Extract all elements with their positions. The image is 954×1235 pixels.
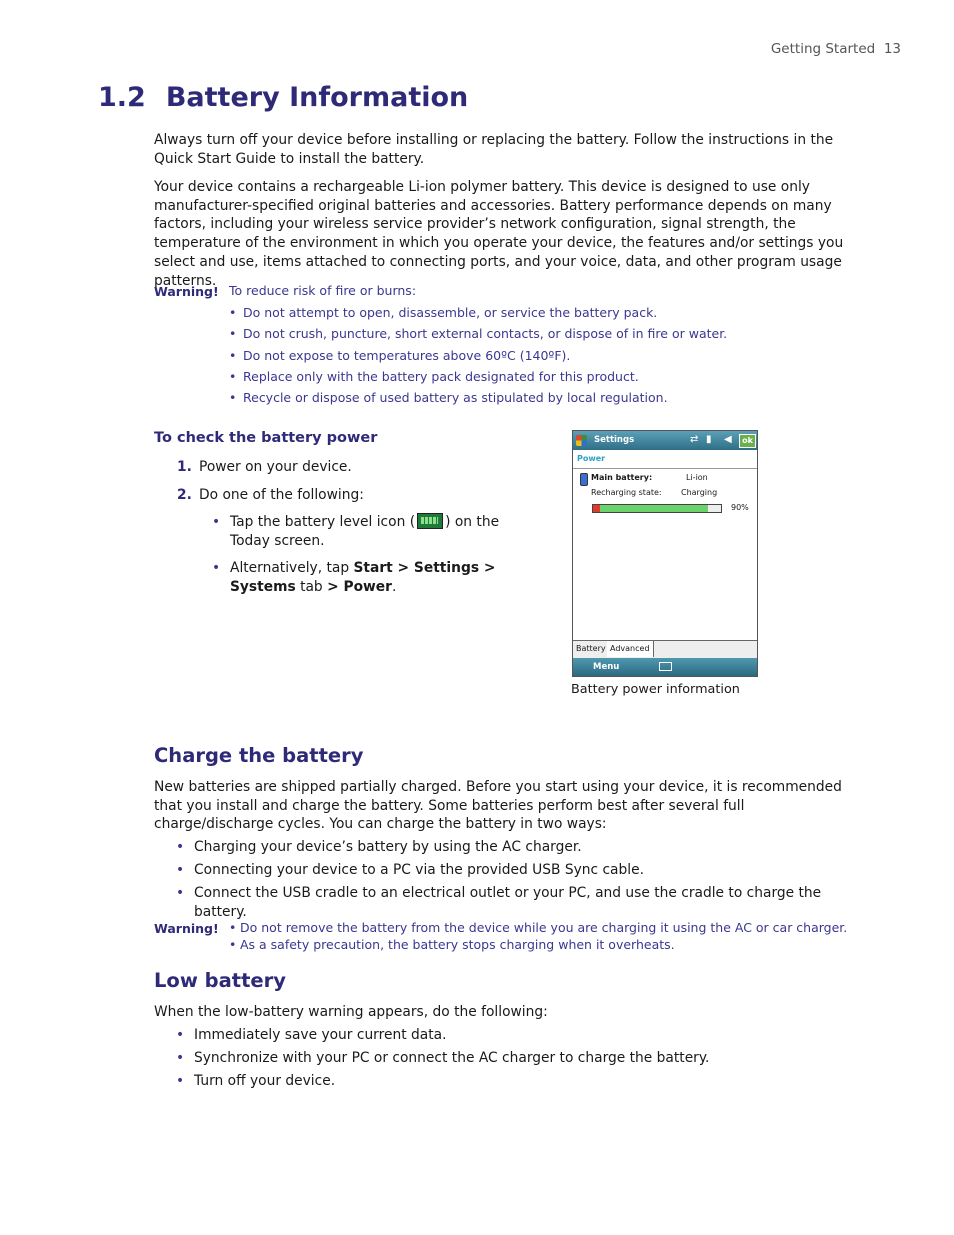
battery-level-bar <box>592 504 722 513</box>
menu-path-systems: Systems <box>230 579 296 596</box>
ok-button[interactable]: ok <box>739 434 756 448</box>
list-item-text: Alternatively, tap <box>230 560 354 577</box>
tab-battery[interactable]: Battery <box>573 641 610 657</box>
bullet: • <box>176 1027 185 1043</box>
warning-label: Warning! <box>154 284 219 299</box>
list-item-text: ) on the Today screen. <box>230 514 500 549</box>
recharging-state-value: Charging <box>681 488 718 497</box>
bullet: • <box>229 390 237 406</box>
low-battery-list <box>176 1026 876 1095</box>
bullet: • <box>176 1073 185 1090</box>
warning-list <box>229 306 869 412</box>
list-item <box>176 838 876 857</box>
list-item-text: Turn off your device. <box>194 1073 336 1090</box>
list-item <box>176 861 876 880</box>
charge-heading: Charge the battery <box>154 744 364 767</box>
bullet: • <box>176 839 185 855</box>
main-battery-label: Main battery: <box>591 473 653 482</box>
list-item-text: As a safety precaution, the battery stops charging when it overheats. <box>240 937 675 952</box>
menu-path-settings: Settings <box>413 560 480 577</box>
main-battery-value: Li-ion <box>686 473 708 482</box>
charge-paragraph: New batteries are shipped partially charged. Before you start using your device, it is recommended that you install and charge the battery. Some batteries perform best after several full charge/discharge cycles. You can charge the battery in two ways: <box>154 779 842 833</box>
device-screenshot <box>572 430 758 677</box>
list-item-text: Immediately save your current data. <box>194 1027 447 1043</box>
header-section: Getting Started <box>770 41 876 57</box>
list-item <box>229 327 869 341</box>
menu-path-separator: > <box>392 560 414 577</box>
device-title-bar <box>573 431 757 450</box>
device-page-name: Power <box>577 454 606 463</box>
windows-logo-icon[interactable] <box>576 435 587 446</box>
device-page-heading <box>573 450 757 469</box>
charge-list <box>176 838 876 926</box>
low-battery-paragraph: When the low-battery warning appears, do the following: <box>154 1004 548 1020</box>
warning-lead: To reduce risk of fire or burns: <box>229 283 417 298</box>
battery-level-fill <box>593 505 708 512</box>
list-item-text: Connect the USB cradle to an electrical outlet or your PC, and use the cradle to charge the battery. <box>194 885 822 920</box>
connectivity-icon[interactable]: ⇄ <box>690 434 699 445</box>
bullet: • <box>229 368 237 384</box>
list-item-text: . <box>391 579 397 596</box>
list-item-text: Tap the battery level icon ( <box>230 514 416 530</box>
list-item <box>176 1026 876 1045</box>
battery-icon <box>580 473 588 486</box>
step-number: 2. <box>177 487 192 503</box>
bullet: • <box>229 347 237 363</box>
bullet: • <box>212 514 221 530</box>
step-text: Do one of the following: <box>199 487 364 503</box>
menu-path-separator: > <box>479 560 496 577</box>
menu-path-start: Start <box>353 560 393 577</box>
list-item-text: Charging your device’s battery by using the AC charger. <box>194 839 582 855</box>
section-number: 1.2 <box>98 82 146 113</box>
bullet: • <box>176 862 185 879</box>
list-item-text: Do not expose to temperatures above 60ºC (140ºF). <box>243 347 571 363</box>
list-item <box>176 1049 876 1068</box>
list-item <box>229 370 869 384</box>
step-text: Power on your device. <box>199 459 352 475</box>
menu-path-power: Power <box>343 579 392 596</box>
device-title: Settings <box>594 435 635 445</box>
list-item <box>212 513 528 550</box>
bullet: • <box>229 305 237 320</box>
figure-caption: Battery power information <box>571 682 740 697</box>
bullet: • <box>212 560 221 577</box>
list-item <box>212 559 528 596</box>
menu-path-separator: > <box>327 579 344 596</box>
section-title: Battery Information <box>165 82 469 113</box>
bullet: • <box>229 920 237 935</box>
page-number: 13 <box>883 41 901 57</box>
list-item <box>229 349 869 363</box>
list-item-text: Do not attempt to open, disassemble, or service the battery pack. <box>243 305 658 320</box>
list-item <box>229 921 869 935</box>
list-item-text: Synchronize with your PC or connect the AC charger to charge the battery. <box>194 1050 710 1067</box>
battery-percent: 90% <box>731 503 749 512</box>
list-item <box>229 306 869 320</box>
check-heading: To check the battery power <box>154 430 378 446</box>
list-item-text: Recycle or dispose of used battery as stipulated by local regulation. <box>243 390 668 406</box>
page-title <box>98 82 468 113</box>
keyboard-icon[interactable] <box>659 662 672 671</box>
device-softkey-bar <box>573 658 757 676</box>
list-item <box>176 1072 876 1091</box>
bullet: • <box>176 885 185 902</box>
bullet: • <box>229 937 237 952</box>
volume-icon[interactable]: ◀ <box>724 434 732 445</box>
list-item <box>229 391 869 405</box>
signal-icon[interactable]: ▮ <box>706 434 712 445</box>
bullet: • <box>176 1050 185 1067</box>
step-1 <box>177 458 537 476</box>
list-item-text: tab <box>295 579 328 596</box>
recharging-state-label: Recharging state: <box>591 488 662 497</box>
menu-softkey[interactable]: Menu <box>593 662 620 672</box>
list-item-text: Do not remove the battery from the device while you are charging it using the AC or car charger. <box>240 920 848 935</box>
list-item-text: Connecting your device to a PC via the provided USB Sync cable. <box>194 862 644 879</box>
list-item <box>229 938 869 952</box>
check-options <box>212 513 528 601</box>
warning-list <box>229 921 869 952</box>
intro-paragraph-2: Your device contains a rechargeable Li-ion polymer battery. This device is designed to use only manufacturer-specified original batteries and accessories. Battery performance depends on many factors, including your wireless service provider’s network configuration, signal strength, the temperature of the environment in which you operate your device, the features and/or settings you select and use, items attached to connecting ports, and your voice, data, and other program usage patterns. <box>154 179 844 289</box>
list-item-text: Do not crush, puncture, short external contacts, or dispose of in fire or water. <box>243 326 728 342</box>
step-2 <box>177 486 537 504</box>
bullet: • <box>229 326 237 342</box>
device-tab-bar <box>573 640 757 658</box>
step-number: 1. <box>177 459 192 475</box>
list-item <box>176 884 876 921</box>
running-header <box>771 41 901 57</box>
intro-paragraph-1: Always turn off your device before installing or replacing the battery. Follow the instructions in the Quick Start Guide to install the battery. <box>154 132 834 167</box>
battery-level-icon <box>417 513 443 529</box>
warning-label: Warning! <box>154 921 219 936</box>
list-item-text: Replace only with the battery pack designated for this product. <box>243 368 639 384</box>
tab-advanced[interactable]: Advanced <box>607 641 654 657</box>
low-battery-heading: Low battery <box>154 969 286 992</box>
